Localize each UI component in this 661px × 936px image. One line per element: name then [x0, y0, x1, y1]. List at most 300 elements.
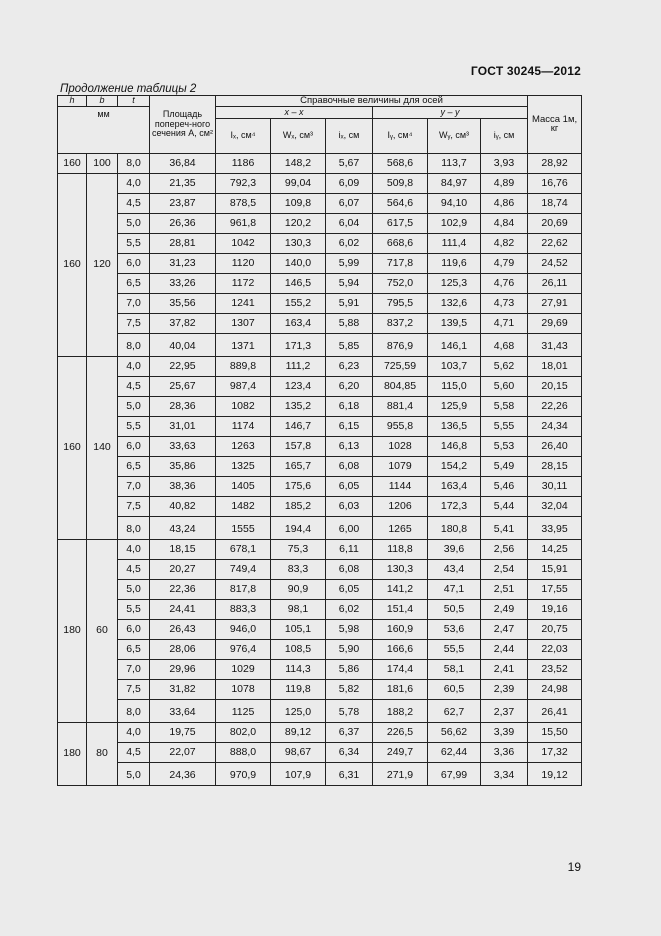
cell-mass: 20,69: [528, 213, 582, 233]
cell-Wy: 60,5: [428, 679, 481, 699]
cell-area: 22,36: [150, 579, 216, 599]
cell-mass: 28,92: [528, 153, 582, 173]
header-Iy: Iᵧ, см⁴: [373, 118, 428, 153]
cell-iy: 2,51: [481, 579, 528, 599]
cell-area: 28,36: [150, 396, 216, 416]
cell-area: 31,23: [150, 253, 216, 273]
table-row: [58, 153, 582, 173]
cell-Wx: 99,04: [271, 173, 326, 193]
cell-t: 5,5: [118, 416, 150, 436]
cell-Ix: 1263: [216, 436, 271, 456]
cell-Wy: 53,6: [428, 619, 481, 639]
cell-Wy: 43,4: [428, 559, 481, 579]
cell-Wx: 89,12: [271, 722, 326, 742]
cell-Iy: 174,4: [373, 659, 428, 679]
cell-area: 18,15: [150, 539, 216, 559]
cell-area: 20,27: [150, 559, 216, 579]
cell-Wy: 58,1: [428, 659, 481, 679]
cell-Iy: 118,8: [373, 539, 428, 559]
cell-iy: 4,73: [481, 293, 528, 313]
cell-Wy: 125,9: [428, 396, 481, 416]
cell-Wy: 111,4: [428, 233, 481, 253]
cell-ix: 5,67: [326, 153, 373, 173]
table-row: [58, 416, 582, 436]
table-row: [58, 599, 582, 619]
header-t: t: [118, 96, 150, 107]
cell-h: 180: [58, 539, 87, 722]
cell-Wx: 155,2: [271, 293, 326, 313]
cell-Wy: 50,5: [428, 599, 481, 619]
cell-iy: 3,93: [481, 153, 528, 173]
cell-Iy: 271,9: [373, 762, 428, 785]
cell-area: 40,04: [150, 333, 216, 356]
cell-t: 6,5: [118, 456, 150, 476]
cell-t: 8,0: [118, 699, 150, 722]
cell-Ix: 889,8: [216, 356, 271, 376]
cell-ix: 6,00: [326, 516, 373, 539]
table-row: [58, 619, 582, 639]
table-row: [58, 456, 582, 476]
cell-Ix: 1307: [216, 313, 271, 333]
cell-b: 140: [87, 356, 118, 539]
cell-t: 8,0: [118, 516, 150, 539]
cell-area: 33,26: [150, 273, 216, 293]
cell-t: 5,0: [118, 762, 150, 785]
table-row: [58, 539, 582, 559]
cell-Wy: 136,5: [428, 416, 481, 436]
table-row: [58, 376, 582, 396]
cell-mass: 19,16: [528, 599, 582, 619]
table-row: [58, 699, 582, 722]
cell-iy: 2,47: [481, 619, 528, 639]
cell-b: 100: [87, 153, 118, 173]
cell-area: 33,64: [150, 699, 216, 722]
cell-Wy: 125,3: [428, 273, 481, 293]
cell-Wy: 146,8: [428, 436, 481, 456]
cell-area: 35,56: [150, 293, 216, 313]
cell-t: 8,0: [118, 333, 150, 356]
table-row: [58, 233, 582, 253]
cell-area: 38,36: [150, 476, 216, 496]
cell-t: 6,0: [118, 619, 150, 639]
cell-iy: 3,36: [481, 742, 528, 762]
header-area: Площадь попереч-ного сечения A, см²: [150, 96, 216, 154]
cell-area: 29,96: [150, 659, 216, 679]
cell-t: 8,0: [118, 153, 150, 173]
cell-t: 6,5: [118, 273, 150, 293]
cell-iy: 4,76: [481, 273, 528, 293]
header-mass: Масса 1м, кг: [528, 96, 582, 154]
cell-t: 4,0: [118, 356, 150, 376]
cell-area: 35,86: [150, 456, 216, 476]
cell-Ix: 1174: [216, 416, 271, 436]
cell-t: 4,5: [118, 742, 150, 762]
cell-t: 5,5: [118, 599, 150, 619]
table-caption: Продолжение таблицы 2: [60, 83, 197, 95]
cell-Wy: 172,3: [428, 496, 481, 516]
cell-Wy: 180,8: [428, 516, 481, 539]
header-units: мм: [58, 106, 150, 153]
cell-t: 4,5: [118, 376, 150, 396]
cell-area: 24,36: [150, 762, 216, 785]
cell-t: 7,0: [118, 659, 150, 679]
cell-Wy: 163,4: [428, 476, 481, 496]
cell-Ix: 1125: [216, 699, 271, 722]
cell-Ix: 749,4: [216, 559, 271, 579]
table-row: [58, 333, 582, 356]
cell-Wx: 83,3: [271, 559, 326, 579]
cell-t: 4,5: [118, 559, 150, 579]
cell-Wx: 140,0: [271, 253, 326, 273]
cell-Iy: 1028: [373, 436, 428, 456]
cell-Wy: 62,44: [428, 742, 481, 762]
table-row: [58, 193, 582, 213]
cell-Wy: 115,0: [428, 376, 481, 396]
cell-Ix: 802,0: [216, 722, 271, 742]
cell-iy: 2,49: [481, 599, 528, 619]
cell-area: 19,75: [150, 722, 216, 742]
cell-t: 4,5: [118, 193, 150, 213]
cell-t: 5,0: [118, 579, 150, 599]
cell-area: 23,87: [150, 193, 216, 213]
cell-iy: 2,37: [481, 699, 528, 722]
cell-area: 26,36: [150, 213, 216, 233]
cell-t: 6,0: [118, 436, 150, 456]
cell-Wx: 135,2: [271, 396, 326, 416]
cell-mass: 16,76: [528, 173, 582, 193]
cell-ix: 6,07: [326, 193, 373, 213]
cell-Wy: 102,9: [428, 213, 481, 233]
cell-mass: 18,74: [528, 193, 582, 213]
table-row: [58, 762, 582, 785]
cell-iy: 2,39: [481, 679, 528, 699]
cell-ix: 6,09: [326, 173, 373, 193]
cell-Wy: 139,5: [428, 313, 481, 333]
cell-Ix: 1371: [216, 333, 271, 356]
cell-mass: 30,11: [528, 476, 582, 496]
cell-t: 6,0: [118, 253, 150, 273]
cell-ix: 6,34: [326, 742, 373, 762]
table-row: [58, 273, 582, 293]
cell-Iy: 725,59: [373, 356, 428, 376]
cell-ix: 6,08: [326, 559, 373, 579]
cell-Ix: 1120: [216, 253, 271, 273]
table-row: [58, 722, 582, 742]
cell-Wx: 108,5: [271, 639, 326, 659]
cell-Wx: 119,8: [271, 679, 326, 699]
header-h: h: [58, 96, 87, 107]
cell-ix: 5,91: [326, 293, 373, 313]
cell-ix: 5,86: [326, 659, 373, 679]
cell-Wx: 163,4: [271, 313, 326, 333]
table-row: [58, 313, 582, 333]
cell-Iy: 717,8: [373, 253, 428, 273]
cell-Wx: 185,2: [271, 496, 326, 516]
cell-area: 22,07: [150, 742, 216, 762]
header-iy: iᵧ, см: [481, 118, 528, 153]
cell-Iy: 166,6: [373, 639, 428, 659]
cell-Ix: 946,0: [216, 619, 271, 639]
cell-Wy: 119,6: [428, 253, 481, 273]
cell-iy: 5,41: [481, 516, 528, 539]
cell-h: 160: [58, 153, 87, 173]
cell-iy: 5,44: [481, 496, 528, 516]
cell-Iy: 955,8: [373, 416, 428, 436]
cell-Ix: 1029: [216, 659, 271, 679]
cell-t: 7,5: [118, 679, 150, 699]
cell-area: 40,82: [150, 496, 216, 516]
cell-t: 7,0: [118, 476, 150, 496]
cell-Wx: 146,5: [271, 273, 326, 293]
cell-Wx: 148,2: [271, 153, 326, 173]
cell-Ix: 678,1: [216, 539, 271, 559]
cell-t: 5,5: [118, 233, 150, 253]
cell-Iy: 795,5: [373, 293, 428, 313]
cell-Wx: 175,6: [271, 476, 326, 496]
cell-Iy: 226,5: [373, 722, 428, 742]
cell-iy: 2,56: [481, 539, 528, 559]
cell-Iy: 564,6: [373, 193, 428, 213]
cell-mass: 18,01: [528, 356, 582, 376]
cell-ix: 5,78: [326, 699, 373, 722]
table-row: [58, 579, 582, 599]
cell-Wx: 107,9: [271, 762, 326, 785]
table-row: [58, 356, 582, 376]
cell-iy: 4,89: [481, 173, 528, 193]
cell-mass: 15,50: [528, 722, 582, 742]
cell-iy: 5,49: [481, 456, 528, 476]
cell-ix: 6,20: [326, 376, 373, 396]
cell-ix: 6,18: [326, 396, 373, 416]
cell-ix: 5,85: [326, 333, 373, 356]
cell-Wy: 132,6: [428, 293, 481, 313]
cell-iy: 3,34: [481, 762, 528, 785]
cell-ix: 6,37: [326, 722, 373, 742]
cell-Wy: 62,7: [428, 699, 481, 722]
cell-ix: 6,13: [326, 436, 373, 456]
cell-iy: 2,44: [481, 639, 528, 659]
cell-ix: 6,04: [326, 213, 373, 233]
cell-Wy: 103,7: [428, 356, 481, 376]
cell-mass: 15,91: [528, 559, 582, 579]
cell-t: 4,0: [118, 173, 150, 193]
cell-mass: 27,91: [528, 293, 582, 313]
cell-mass: 17,32: [528, 742, 582, 762]
table-row: [58, 742, 582, 762]
cell-mass: 33,95: [528, 516, 582, 539]
page-number: 19: [567, 860, 581, 874]
cell-Ix: 1325: [216, 456, 271, 476]
cell-mass: 32,04: [528, 496, 582, 516]
cell-iy: 4,86: [481, 193, 528, 213]
cell-t: 7,5: [118, 313, 150, 333]
cell-Wx: 194,4: [271, 516, 326, 539]
cell-Wx: 75,3: [271, 539, 326, 559]
cell-Ix: 970,9: [216, 762, 271, 785]
cell-Wx: 125,0: [271, 699, 326, 722]
cell-iy: 5,53: [481, 436, 528, 456]
cell-Ix: 1241: [216, 293, 271, 313]
cell-mass: 26,40: [528, 436, 582, 456]
cell-Ix: 987,4: [216, 376, 271, 396]
cell-iy: 2,41: [481, 659, 528, 679]
header-axis-yy: y – y: [373, 106, 528, 118]
cell-iy: 5,46: [481, 476, 528, 496]
table-row: [58, 516, 582, 539]
cell-ix: 6,15: [326, 416, 373, 436]
cell-area: 33,63: [150, 436, 216, 456]
cell-Ix: 961,8: [216, 213, 271, 233]
cell-mass: 23,52: [528, 659, 582, 679]
cell-Iy: 837,2: [373, 313, 428, 333]
cell-Ix: 1555: [216, 516, 271, 539]
cell-mass: 19,12: [528, 762, 582, 785]
cell-mass: 28,15: [528, 456, 582, 476]
cell-Iy: 881,4: [373, 396, 428, 416]
cell-Iy: 617,5: [373, 213, 428, 233]
cell-ix: 5,82: [326, 679, 373, 699]
cell-Wy: 67,99: [428, 762, 481, 785]
cell-b: 80: [87, 722, 118, 785]
cell-Wx: 171,3: [271, 333, 326, 356]
cell-t: 4,0: [118, 722, 150, 742]
cell-Wy: 39,6: [428, 539, 481, 559]
cell-mass: 31,43: [528, 333, 582, 356]
cell-b: 120: [87, 173, 118, 356]
table-row: [58, 639, 582, 659]
cell-b: 60: [87, 539, 118, 722]
cell-Iy: 668,6: [373, 233, 428, 253]
cell-iy: 4,71: [481, 313, 528, 333]
cell-area: 31,01: [150, 416, 216, 436]
header-ix: iₓ, см: [326, 118, 373, 153]
cell-iy: 4,82: [481, 233, 528, 253]
cell-t: 4,0: [118, 539, 150, 559]
header-b: b: [87, 96, 118, 107]
table-row: [58, 173, 582, 193]
cell-mass: 22,03: [528, 639, 582, 659]
profile-table: [57, 95, 582, 786]
cell-Wy: 56,62: [428, 722, 481, 742]
cell-Ix: 1172: [216, 273, 271, 293]
cell-Wx: 109,8: [271, 193, 326, 213]
cell-area: 43,24: [150, 516, 216, 539]
cell-Iy: 151,4: [373, 599, 428, 619]
header-Wx: Wₓ, см³: [271, 118, 326, 153]
cell-t: 5,0: [118, 213, 150, 233]
cell-Ix: 792,3: [216, 173, 271, 193]
table-row: [58, 253, 582, 273]
cell-iy: 5,55: [481, 416, 528, 436]
cell-ix: 6,03: [326, 496, 373, 516]
table-row: [58, 213, 582, 233]
cell-Iy: 141,2: [373, 579, 428, 599]
cell-Iy: 752,0: [373, 273, 428, 293]
table-row: [58, 476, 582, 496]
cell-Ix: 1082: [216, 396, 271, 416]
cell-Wx: 165,7: [271, 456, 326, 476]
cell-mass: 24,34: [528, 416, 582, 436]
cell-ix: 6,05: [326, 579, 373, 599]
cell-Iy: 249,7: [373, 742, 428, 762]
cell-mass: 20,75: [528, 619, 582, 639]
cell-iy: 5,58: [481, 396, 528, 416]
cell-Iy: 1206: [373, 496, 428, 516]
cell-ix: 6,31: [326, 762, 373, 785]
table-row: [58, 396, 582, 416]
cell-Iy: 1265: [373, 516, 428, 539]
cell-ix: 5,90: [326, 639, 373, 659]
cell-t: 7,5: [118, 496, 150, 516]
cell-ix: 5,98: [326, 619, 373, 639]
cell-area: 21,35: [150, 173, 216, 193]
cell-mass: 14,25: [528, 539, 582, 559]
cell-iy: 5,60: [481, 376, 528, 396]
table-row: [58, 559, 582, 579]
table-row: [58, 496, 582, 516]
cell-Wx: 114,3: [271, 659, 326, 679]
cell-Ix: 883,3: [216, 599, 271, 619]
cell-t: 5,0: [118, 396, 150, 416]
cell-Wy: 146,1: [428, 333, 481, 356]
cell-Wx: 146,7: [271, 416, 326, 436]
cell-ix: 6,08: [326, 456, 373, 476]
cell-Ix: 1078: [216, 679, 271, 699]
cell-Wx: 120,2: [271, 213, 326, 233]
cell-Wx: 111,2: [271, 356, 326, 376]
cell-Ix: 817,8: [216, 579, 271, 599]
cell-mass: 24,98: [528, 679, 582, 699]
cell-ix: 6,11: [326, 539, 373, 559]
cell-iy: 3,39: [481, 722, 528, 742]
cell-Wx: 105,1: [271, 619, 326, 639]
cell-Iy: 568,6: [373, 153, 428, 173]
header-Ix: Iₓ, см⁴: [216, 118, 271, 153]
cell-mass: 26,41: [528, 699, 582, 722]
cell-Wy: 113,7: [428, 153, 481, 173]
cell-Ix: 1405: [216, 476, 271, 496]
table-row: [58, 436, 582, 456]
cell-iy: 5,62: [481, 356, 528, 376]
cell-mass: 22,26: [528, 396, 582, 416]
cell-Wx: 123,4: [271, 376, 326, 396]
cell-Iy: 188,2: [373, 699, 428, 722]
cell-area: 28,06: [150, 639, 216, 659]
cell-area: 25,67: [150, 376, 216, 396]
cell-Iy: 1144: [373, 476, 428, 496]
cell-mass: 22,62: [528, 233, 582, 253]
cell-ix: 6,02: [326, 233, 373, 253]
cell-mass: 17,55: [528, 579, 582, 599]
cell-Wx: 90,9: [271, 579, 326, 599]
header-axis-xx: x – x: [216, 106, 373, 118]
cell-Iy: 509,8: [373, 173, 428, 193]
cell-area: 22,95: [150, 356, 216, 376]
cell-h: 160: [58, 173, 87, 356]
cell-Wx: 130,3: [271, 233, 326, 253]
table-row: [58, 679, 582, 699]
table-row: [58, 293, 582, 313]
cell-area: 37,82: [150, 313, 216, 333]
cell-Wy: 47,1: [428, 579, 481, 599]
cell-ix: 6,05: [326, 476, 373, 496]
cell-ix: 5,88: [326, 313, 373, 333]
cell-ix: 6,23: [326, 356, 373, 376]
table-body: [58, 153, 582, 785]
table-header: [58, 96, 582, 154]
cell-mass: 29,69: [528, 313, 582, 333]
cell-Ix: 888,0: [216, 742, 271, 762]
